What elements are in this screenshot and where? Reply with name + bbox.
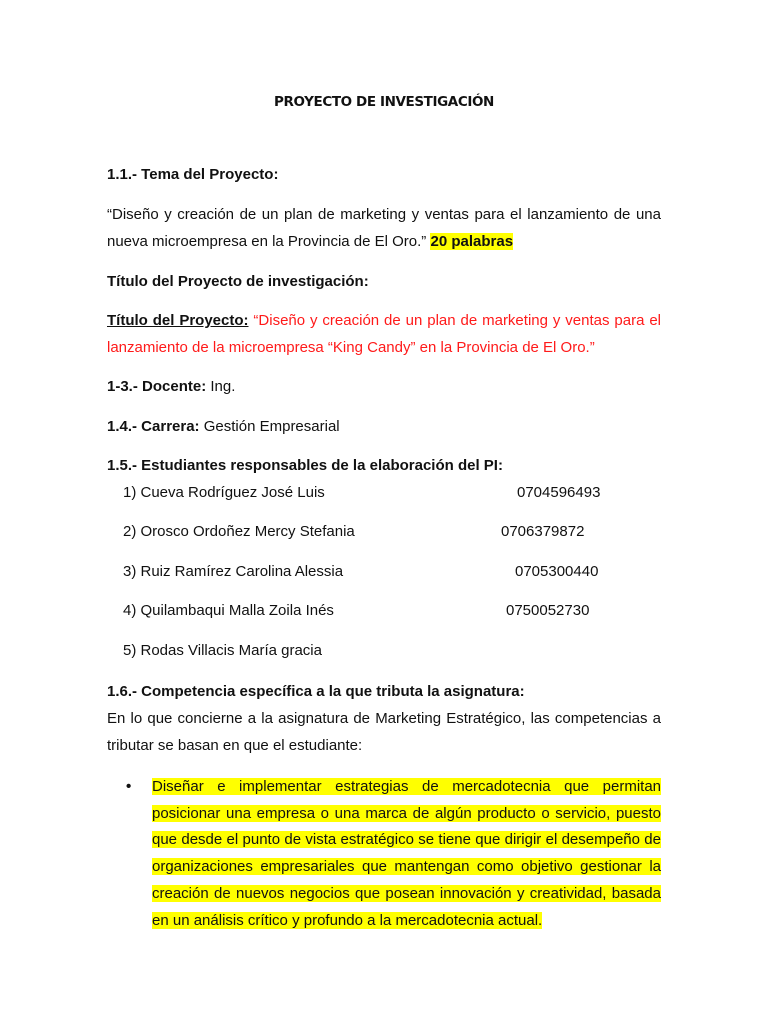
competencia-bullet [152, 774, 661, 934]
student-row [123, 560, 663, 584]
page-title: PROYECTO DE INVESTIGACIÓN [274, 94, 494, 110]
student-name: 2) Orosco Ordoñez Mercy Stefania [123, 523, 355, 540]
student-row [123, 599, 663, 623]
student-row [123, 481, 663, 505]
estudiantes-heading: 1.5.- Estudiantes responsables de la elaboración del PI: [107, 457, 503, 474]
student-row [123, 520, 663, 544]
student-name: 3) Ruiz Ramírez Carolina Alessia [123, 563, 344, 580]
competencia-bullet-text: Diseñar e implementar estrategias de mercadotecnia que permitan posicionar una empresa o una marca de algún producto o servicio, puesto que desde el punto de vista estratégico se tiene que dirigir el desempeño de organizaciones empresariales que mantengan como objetivo gestionar la creación de nuevos negocios que posean innovación y creatividad, basada en un análisis crítico y profundo a la mercadotecnia actual. [152, 778, 661, 929]
titulo-proyecto-text: “Diseño y creación de un plan de marketing y ventas para el lanzamiento de la microempresa “King Candy” en la Provincia de El Oro.” [107, 312, 662, 356]
competencia-heading: 1.6.- Competencia específica a la que tributa la asignatura: [107, 683, 525, 700]
titulo-proyecto-paragraph [107, 307, 661, 361]
bullet-icon: • [126, 778, 132, 795]
student-name: 4) Quilambaqui Malla Zoila Inés [123, 602, 334, 619]
word-count-badge: 20 palabras [430, 233, 514, 250]
student-row [123, 639, 663, 663]
student-id: 0705300440 [515, 563, 599, 580]
docente-line [107, 373, 661, 400]
student-id: 0706379872 [501, 523, 585, 540]
docente-label: 1-3.- Docente: [107, 378, 207, 395]
student-name: 1) Cueva Rodríguez José Luis [123, 484, 325, 501]
student-id: 0704596493 [517, 484, 601, 501]
titulo-proyecto-label: Título del Proyecto: [107, 312, 249, 329]
tema-heading: 1.1.- Tema del Proyecto: [107, 166, 279, 183]
student-id: 0750052730 [506, 602, 590, 619]
titulo-investigacion-heading: Título del Proyecto de investigación: [107, 273, 369, 290]
carrera-value: Gestión Empresarial [203, 418, 340, 435]
docente-value: Ing. [210, 378, 236, 395]
carrera-label: 1.4.- Carrera: [107, 418, 200, 435]
student-name: 5) Rodas Villacis María gracia [123, 642, 322, 659]
tema-text: “Diseño y creación de un plan de marketing y ventas para el lanzamiento de una nueva microempresa en la Provincia de El Oro.” [107, 206, 661, 250]
competencia-intro: En lo que concierne a la asignatura de Marketing Estratégico, las competencias a tributar se basan en que el estudiante: [107, 710, 661, 754]
tema-paragraph [107, 201, 661, 255]
carrera-line [107, 413, 661, 440]
